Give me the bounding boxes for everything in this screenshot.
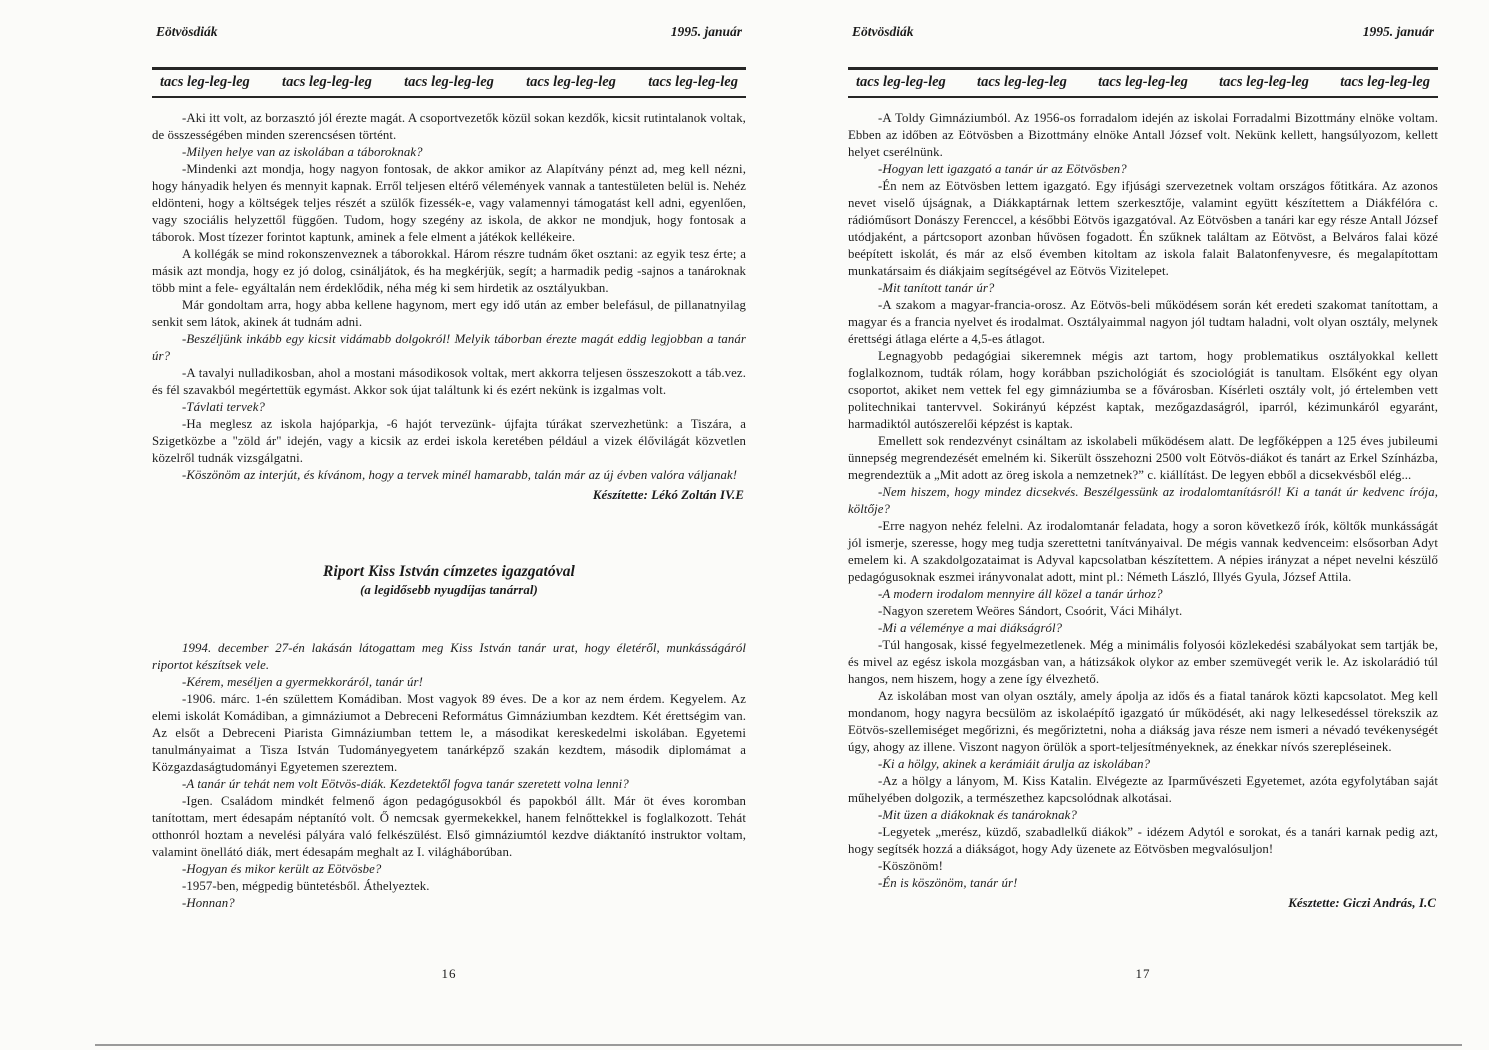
question-paragraph: -Mit üzen a diákoknak és tanároknak? xyxy=(878,808,1077,822)
tacs-band-item: tacs leg-leg-leg xyxy=(526,74,616,90)
paragraph: -A Toldy Gimnáziumból. Az 1956-os forradalom idején az iskolai Forradalmi Bizottmány elnöke voltam. Ebben az időben az Eötvösben a Bizottmány elnöke Antall József volt. Nekünk kellett, hangsúlyozom, kellett helyet cserélnünk. xyxy=(848,111,1438,159)
tacs-band xyxy=(848,67,1438,98)
paragraph: Legnagyobb pedagógiai sikeremnek mégis azt tartom, hogy problematikus osztályokkal kellett foglalkoznom, tudták rólam, hogy korábban pszichológiát és szociológiát is tanultam. Elsőként egy olyan csoportot, akiket nem vettek fel egy gimnáziumba se a fővárosban. Kísérleti osztály volt, jó értelemben vett politechnikai tantervvel. Sokirányú képzést kaptak, mezőgazdaságról, iparról, kézimunkáról egyaránt, harmadiktól autószerelői képzést is kaptak. xyxy=(848,349,1438,431)
paragraph: -Én nem az Eötvösben lettem igazgató. Egy ifjúsági szervezetnek voltam országos főtitkára. Az azonos nevet viselő újságnak, a Diákkaptárnak lettem szerkesztője, valamint együtt készítettem a Diákfélóra c. rádióműsort Donászy Ferenccel, a későbbi Eötvös igazgatóval. Az Eötvösben a tanári kar egy része Antall József utódjaként, a pártcsoport azonban hűvösen fogadott. Én szűknek találtam az Eötvöst, a Belváros falai közé beépített iskolát, és már az első évemben kitoltam az iskola falait Balatonfenyvesre, és megalapítottam munkatársaim és diákjaim segítségével az Eötvös Vizitelepet. xyxy=(848,179,1438,278)
page-number: 17 xyxy=(1135,966,1151,981)
issue-date: 1995. január xyxy=(1362,24,1434,39)
issue-date: 1995. január xyxy=(670,24,742,39)
tacs-band-item: tacs leg-leg-leg xyxy=(282,74,372,90)
tacs-band-item: tacs leg-leg-leg xyxy=(977,74,1067,90)
page-number: 16 xyxy=(441,966,457,981)
tacs-band-item: tacs leg-leg-leg xyxy=(1098,74,1188,90)
paragraph: -Erre nagyon nehéz felelni. Az irodalomtanár feladata, hogy a soron következő írók, költők munkásságát jól ismerje, szeresse, hogy meg tudja szerettetni tanítványaival. De mégis vannak kedvenceim: elsősorban Adyt emelem ki. A szakdolgozataimat is Adyval kapcsolatban készítettem. A népies irányzat a népet nevelni készülő pedagógusoknak eszmei irányvonalat adott, mint pl.: Németh László, Illyés Gyula, József Attila. xyxy=(848,519,1438,584)
question-paragraph: -A modern irodalom mennyire áll közel a tanár úrhoz? xyxy=(878,587,1163,601)
tacs-band-item: tacs leg-leg-leg xyxy=(404,74,494,90)
paragraph: -1957-ben, mégpedig büntetésből. Áthelyeztek. xyxy=(182,879,430,893)
paragraph: -Legyetek „merész, küzdő, szabadlelkű diákok” - idézem Adytól e sorokat, és a tanári karnak pedig azt, hogy segítsék hozzá a diákságot, hogy Ady üzenete az Eötvösben megvalósuljon! xyxy=(848,825,1438,856)
paragraph: -Nagyon szeretem Weöres Sándort, Csoórit, Váci Mihályt. xyxy=(878,604,1183,618)
tacs-band-item: tacs leg-leg-leg xyxy=(1340,74,1430,90)
paragraph: -Aki itt volt, az borzasztó jól érezte magát. A csoportvezetők közül sokan kezdők, kicsit rutintalanok voltak, de összességében minden szerencsésen történt. xyxy=(152,111,746,142)
page-body xyxy=(152,110,746,912)
byline: Késztette: Giczi András, I.C xyxy=(1288,896,1436,910)
question-paragraph: -A tanár úr tehát nem volt Eötvös-diák. Kezdetektől fogva tanár szeretett volna lenni? xyxy=(182,777,629,791)
paragraph: -Az a hölgy a lányom, M. Kiss Katalin. Elvégezte az Iparművészeti Egyetemet, azóta egyfolytában saját műhelyében dolgozik, a természethez kapcsolódnak alkotásai. xyxy=(848,774,1438,805)
section-title: Riport Kiss István címzetes igazgatóval xyxy=(323,563,575,580)
question-paragraph: -Kérem, meséljen a gyermekkoráról, tanár úr! xyxy=(182,675,423,689)
tacs-band-item: tacs leg-leg-leg xyxy=(1219,74,1309,90)
paragraph: Már gondoltam arra, hogy abba kellene hagynom, mert egy idő után az ember belefásul, de pillanatnyilag senkit sem látok, akinek át tudnám adni. xyxy=(152,298,746,329)
question-paragraph: -Köszönöm az interjút, és kívánom, hogy a tervek minél hamarabb, talán már az új évben valóra váljanak! xyxy=(182,468,738,482)
tacs-band-item: tacs leg-leg-leg xyxy=(160,74,250,90)
question-paragraph: 1994. december 27-én lakásán látogattam meg Kiss István tanár urat, hogy életéről, munkásságáról riportot készítsek vele. xyxy=(152,641,746,672)
tacs-band xyxy=(152,67,746,98)
question-paragraph: -Mit tanított tanár úr? xyxy=(878,281,995,295)
page-header xyxy=(848,24,1438,40)
paragraph: -A szakom a magyar-francia-orosz. Az Eötvös-beli működésem során két eredeti szakomat tanítottam, a magyar és a francia nyelvet és irodalmat. Osztályaimmal nagyon jól tudtam haladni, volt olyan osztály, melynek érettségi átlaga elérte a 4,5-es átlagot. xyxy=(848,298,1438,346)
paragraph: -A tavalyi nulladikosban, ahol a mostani másodikosok voltak, mert akkorra teljesen összeszokott a táb.vez. és fél szavakból megértettük egymást. Akkor sok újat találtunk ki és ezért nekünk is izgalmas volt. xyxy=(152,366,746,397)
page-header xyxy=(152,24,746,40)
question-paragraph: -Milyen helye van az iskolában a táboroknak? xyxy=(182,145,423,159)
paragraph: -Mindenki azt mondja, hogy nagyon fontosak, de akkor amikor az Alapítvány pénzt ad, meg kell nézni, hogy hányadik helyen és mennyit kapnak. Erről teljesen eltérő vélemények vannak a tantestületen belül is. Nehéz eldönteni, hogy a költségek teljes részét a szülők fizessék-e, vagy valamennyi támogatást kell adni, egyenlően, vagy szociális helyzettől függően. Tudom, hogy szegény az iskola, de akkor ne mondjuk, hogy fontosak a táborok. Most tízezer forintot kaptunk, aminek a fele elment a játékok kellékeire. xyxy=(152,162,746,244)
byline: Készítette: Lékó Zoltán IV.E xyxy=(592,488,744,502)
magazine-title: Eötvösdiák xyxy=(156,24,218,39)
question-paragraph: -Honnan? xyxy=(182,896,235,910)
paragraph: -Túl hangosak, kissé fegyelmezetlenek. Még a minimális folyosói közlekedési szabályokat sem tartják be, és mivel az egész iskola mozgásban van, a hátizsákok olykor az ember szemüvegét verik le. Az iskolarádió túl hangos, nem hiszem, hogy a zene így élvezhető. xyxy=(848,638,1438,686)
question-paragraph: -Távlati tervek? xyxy=(182,400,265,414)
paragraph: -Köszönöm! xyxy=(878,859,943,873)
tacs-band-item: tacs leg-leg-leg xyxy=(856,74,946,90)
question-paragraph: -Hogyan és mikor került az Eötvösbe? xyxy=(182,862,382,876)
question-paragraph: -Ki a hölgy, akinek a kerámiáit árulja az iskolában? xyxy=(878,757,1151,771)
paragraph: -Igen. Családom mindkét felmenő ágon pedagógusokból és papokból állt. Már öt éves koromban tanítottam, mert édesapám néptanító volt. Ő nemcsak gyermekekkel, hanem felnőttekkel is foglalkozott. Tehát otthonról hoztam a nevelési pályára való felkészülést. Első gimnáziumtól kezdve diáktanító instruktor voltam, valamint önellátó diák, mert édesapám meghalt az I. világháborúban. xyxy=(152,794,746,859)
paragraph: Az iskolában most van olyan osztály, amely ápolja az idős és a fiatal tanárok közti kapcsolatot. Meg kell mondanom, hogy nagyra becsülöm az iskolaépítő igazgató úr működését, aki nagy lelkesedéssel törekszik az Eötvös-szellemiséget megőrizni, és megőriztetni, noha a diákság java része nem ismeri a névadó tevékenységét úgy, ahogy az illene. Viszont nagyon örülök a sport-teljesítményeknek, az énekkar nívós szerepléseinek. xyxy=(848,689,1438,754)
page-17 xyxy=(848,24,1438,1014)
question-paragraph: -Beszéljünk inkább egy kicsit vidámabb dolgokról! Melyik táborban érezte magát eddig legjobban a tanár úr? xyxy=(152,332,746,363)
question-paragraph: -Nem hiszem, hogy mindez dicsekvés. Beszélgessünk az irodalomtanításról! Ki a tanát úr kedvenc írója, költője? xyxy=(848,485,1438,516)
magazine-title: Eötvösdiák xyxy=(852,24,914,39)
bottom-rule xyxy=(95,1044,1462,1046)
paragraph: -Ha meglesz az iskola hajóparkja, -6 hajót tervezünk- újfajta túrákat szervezhetünk: a Tiszára, a Szigetközbe a "zöld ár" idején, vagy a kicsik az erdei iskola keretében például a vizek élővilágát közvetlen közelről tudnák vizsgálgatni. xyxy=(152,417,746,465)
page-16 xyxy=(152,24,746,1014)
question-paragraph: -Mi a véleménye a mai diákságról? xyxy=(878,621,1063,635)
page-body xyxy=(848,110,1438,912)
section-subtitle: (a legidősebb nyugdíjas tanárral) xyxy=(360,583,538,597)
paragraph: A kollégák se mind rokonszenveznek a táborokkal. Három részre tudnám őket osztani: az egyik tesz érte; a másik azt mondja, hogy ez jó dolog, csináljátok, és ha megkérjük, segít; a harmadik pedig -sajnos a tanároknak több mint a fele- egyáltalán nem érdeklődik, néha még ki sem hirdetik az osztályukban. xyxy=(152,247,746,295)
paragraph: Emellett sok rendezvényt csináltam az iskolabeli működésem alatt. De legfőképpen a 125 éves jubileumi ünnepség megrendezését emelném ki. Sikerült összehozni 2500 volt Eötvös-diákot és tanárt az Erkel Színházba, megrendeztük a „Mit adott az öreg iskola a nemzetnek?” c. kiállítást. De legyen ebből a dicsekvésből elég... xyxy=(848,434,1438,482)
question-paragraph: -Én is köszönöm, tanár úr! xyxy=(878,876,1018,890)
tacs-band-item: tacs leg-leg-leg xyxy=(648,74,738,90)
paragraph: -1906. márc. 1-én születtem Komádiban. Most vagyok 89 éves. De a kor az nem érdem. Kegyelem. Az elemi iskolát Komádiban, a gimnáziumot a Debreceni Református Gimnáziumban kezdtem. Két érettségim van. Az elsőt a Debreceni Piarista Gimnáziumban tettem le, a másodikat kereskedelmi iskolában. Egyetemi tanulmányaimat a Tisza István Tudományegyetem tanárképző szakán kezdtem, második diplomámat a Közgazdaságtudományi Egyetemen szereztem. xyxy=(152,692,746,774)
question-paragraph: -Hogyan lett igazgató a tanár úr az Eötvösben? xyxy=(878,162,1127,176)
